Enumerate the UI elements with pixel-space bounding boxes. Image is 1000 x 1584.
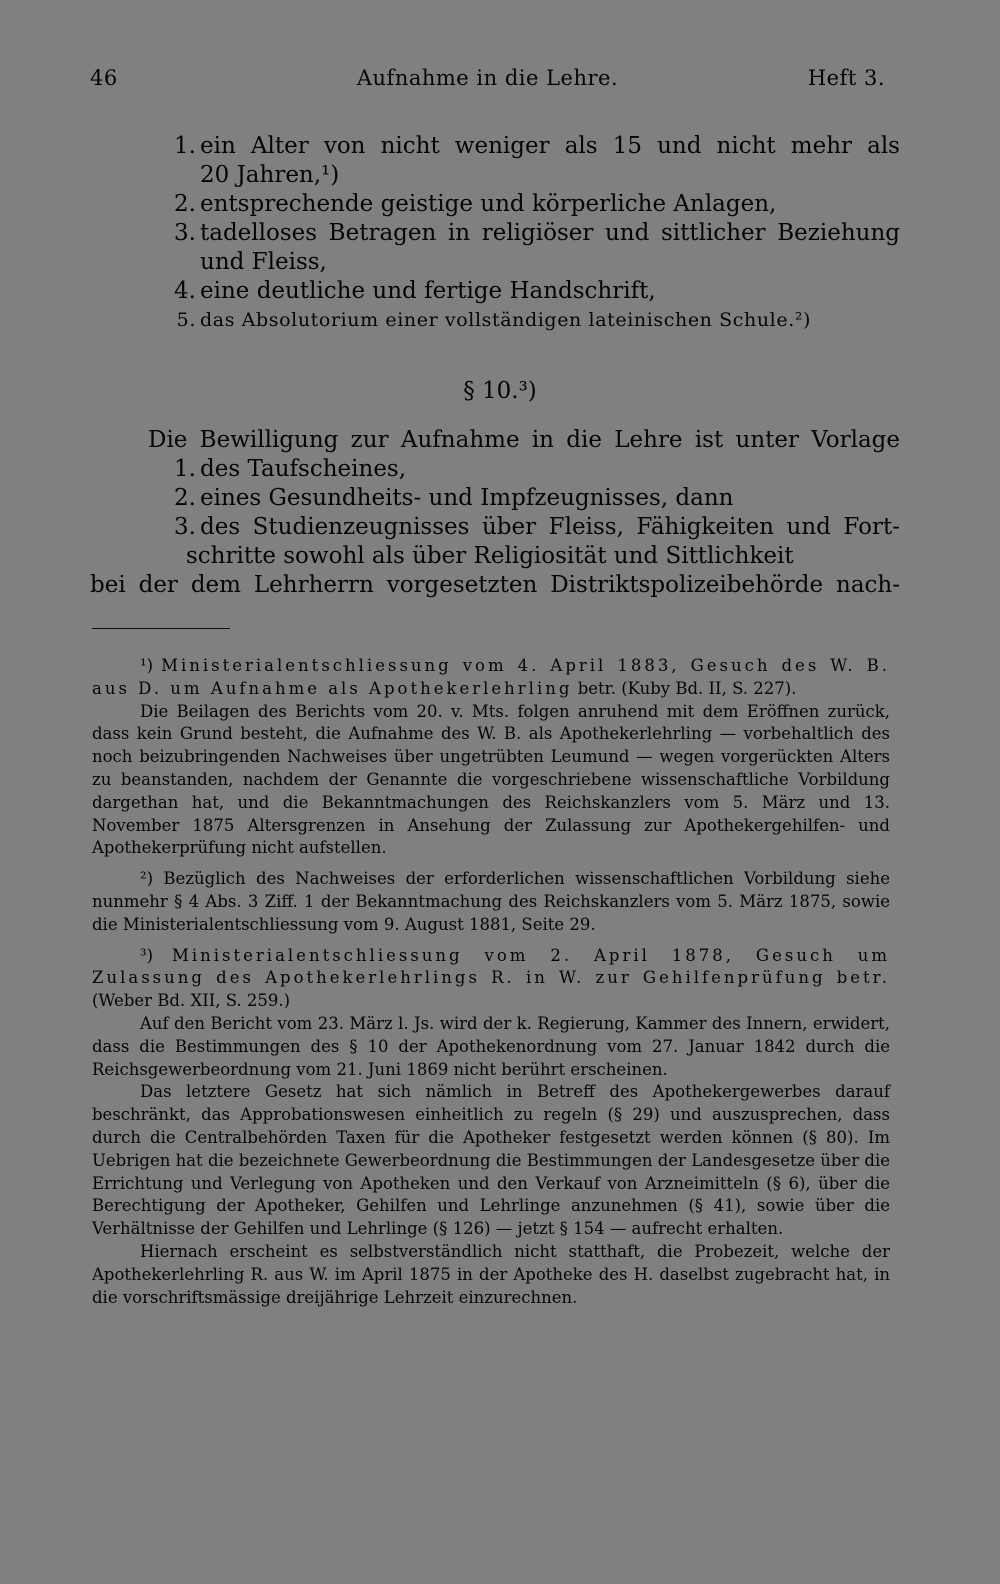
- list-item: 3. des Studienzeugnisses über Fleiss, Fähigkeiten und Fort- schritte sowohl als über Religiosität und Sittlichkeit: [174, 514, 900, 569]
- list-item: 2. entsprechende geistige und körperliche Anlagen,: [174, 191, 777, 217]
- list-item: 3. tadelloses Betragen in religiöser und sittlicher Beziehung und Fleiss,: [174, 220, 900, 275]
- footnote-2: ²) Bezüglich des Nachweises der erforderlichen wissenschaftlichen Vorbildung siehe nunmehr § 4 Abs. 3 Ziff. 1 der Bekanntmachung des Reichskanzlers vom 5. März 1875, sowie die Ministerialentschliessung vom 9. August 1881, Seite 29.: [92, 869, 890, 934]
- footnotes: [92, 655, 890, 1309]
- list-item: 1. ein Alter von nicht weniger als 15 und nicht mehr als 20 Jahren,¹): [174, 133, 900, 188]
- footnote-3-text: Das letztere Gesetz hat sich nämlich in Betreff des Apothekergewerbes darauf beschränkt, das Approbationswesen einheitlich zu regeln (§ 29) und auszusprechen, dass durch die Centralbehörden Taxen für die Apotheker festgesetzt werden können (§ 80). Im Uebrigen hat die bezeichnete Gewerbeordnung die Bestimmungen der Landesgesetze über die Errichtung und Verlegung von Apotheken und den Verkauf von Arzneimitteln (§ 6), über die Berechtigung der Apotheker, Gehilfen und Lehrlinge anzunehmen (§ 41), sowie über die Verhältnisse der Gehilfen und Lehrlinge (§ 126) — jetzt § 154 — aufrecht erhalten.: [92, 1082, 890, 1239]
- footnote-1: ¹) Ministerialentschliessung vom 4. April 1883, Gesuch des W. B. aus D. um Aufnahme als Apothekerlehrling betr. (Kuby Bd. II, S. 227).: [92, 656, 890, 698]
- section-paragraph: [90, 426, 900, 600]
- page-number: 46: [90, 66, 118, 90]
- requirements-list: [90, 132, 900, 335]
- list-item: 2. eines Gesundheits- und Impfzeugnisses, dann: [174, 485, 734, 511]
- list-item: 5. das Absolutorium einer vollständigen lateinischen Schule.²): [176, 309, 812, 331]
- paragraph-intro: Die Bewilligung zur Aufnahme in die Lehre ist unter Vorlage: [148, 427, 900, 453]
- footnote-3-text: Auf den Bericht vom 23. März l. Js. wird der k. Regierung, Kammer des Innern, erwidert, dass die Bestimmungen des § 10 der Apothekenordnung vom 27. Januar 1842 durch die Reichsgewerbeordnung vom 21. Juni 1869 nicht berührt erscheinen.: [92, 1013, 890, 1079]
- issue-label: Heft 3.: [807, 66, 885, 90]
- list-item: 4. eine deutliche und fertige Handschrift,: [174, 278, 656, 304]
- list-item: 1. des Taufscheines,: [174, 456, 407, 482]
- paragraph-outro: bei der dem Lehrherrn vorgesetzten Distriktspolizeibehörde nach-: [90, 572, 900, 598]
- running-title: Aufnahme in die Lehre.: [356, 66, 619, 90]
- section-heading: § 10.³): [463, 378, 537, 404]
- running-head: [90, 66, 885, 98]
- footnote-3: ³) Ministerialentschliessung vom 2. April 1878, Gesuch um Zulassung des Apothekerlehrlings R. in W. zur Gehilfenprüfung betr. (Weber Bd. XII, S. 259.): [92, 945, 890, 1011]
- footnote-3-text: Hiernach erscheint es selbstverständlich nicht statthaft, die Probezeit, welche der Apothekerlehrling R. aus W. im April 1875 in der Apotheke des H. daselbst zugebracht hat, in die vorschriftsmässige dreijährige Lehrzeit einzurechnen.: [92, 1241, 890, 1307]
- footnote-rule: [92, 628, 230, 629]
- footnote-1-text: Die Beilagen des Berichts vom 20. v. Mts. folgen anruhend mit dem Eröffnen zurück, dass kein Grund besteht, die Aufnahme des W. B. als Apothekerlehrling — vorbehaltlich des noch beizubringenden Nachweises über ungetrübten Leumund — wegen vorgerückten Alters zu beanstanden, nachdem der Genannte die vorgeschriebene wissenschaftliche Vorbildung dargethan hat, und die Bekanntmachungen des Reichskanzlers vom 5. März und 13. November 1875 Altersgrenzen in Ansehung der Zulassung zur Apothekergehilfen- und Apothekerprüfung nicht aufstellen.: [92, 701, 890, 858]
